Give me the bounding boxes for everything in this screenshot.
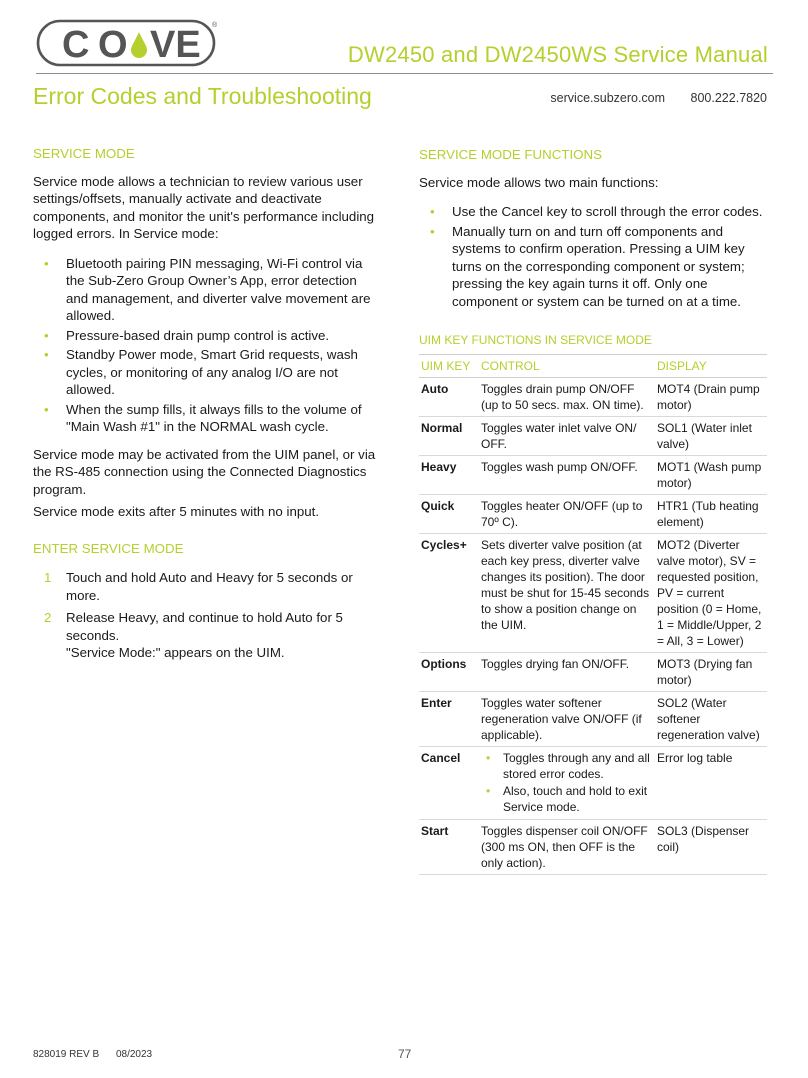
- step-item: [33, 609, 378, 662]
- table-row: [419, 455, 767, 494]
- control-cell: [479, 746, 655, 819]
- cove-logo: [36, 19, 220, 67]
- manual-title: DW2450 and DW2450WS Service Manual: [347, 42, 768, 67]
- control-cell: Toggles water softener regeneration valve ON/OFF (if applicable).: [479, 691, 655, 746]
- list-item: • Manually turn on and turn off components and systems to confirm operation. Pressing a UIM key turns on the corresponding component or system; pressing the key again turns it off. Only one component or system can be turned on at a time.: [419, 223, 767, 311]
- section-title: Error Codes and Troubleshooting: [33, 83, 372, 109]
- service-mode-activation: Service mode may be activated from the UIM panel, or via the RS-485 connection using the Connected Diagnostics program.: [33, 446, 376, 497]
- column-header: CONTROL: [479, 354, 655, 377]
- page-number: 77: [398, 1047, 412, 1061]
- uim-key: Options: [419, 652, 479, 691]
- control-cell: Toggles dispenser coil ON/OFF (300 ms ON, then OFF is the only action).: [479, 819, 655, 874]
- uim-key: Start: [419, 819, 479, 874]
- step-text: Touch and hold Auto and Heavy for 5 seconds or more.: [66, 570, 353, 603]
- service-mode-functions-heading: SERVICE MODE FUNCTIONS: [419, 147, 602, 162]
- table-row: [419, 652, 767, 691]
- logo-wordmark-c: C: [62, 24, 94, 66]
- uim-table-heading: UIM KEY FUNCTIONS IN SERVICE MODE: [419, 333, 652, 347]
- service-mode-heading: SERVICE MODE: [33, 146, 135, 161]
- table-row: [419, 377, 767, 416]
- control-cell: Toggles water inlet valve ON/ OFF.: [479, 416, 655, 455]
- footer-doc-info: [33, 1049, 152, 1060]
- droplet-icon: [131, 32, 147, 58]
- column-header: UIM KEY: [419, 354, 479, 377]
- list-item: • Standby Power mode, Smart Grid requests, wash cycles, or monitoring of any analog I/O are not allowed.: [33, 346, 378, 399]
- uim-key: Normal: [419, 416, 479, 455]
- uim-key: Enter: [419, 691, 479, 746]
- control-cell: Toggles drying fan ON/OFF.: [479, 652, 655, 691]
- display-cell: MOT4 (Drain pump motor): [655, 377, 767, 416]
- enter-service-mode-steps: [33, 569, 378, 662]
- uim-key: Cycles+: [419, 533, 479, 652]
- doc-number: 828019 REV B: [33, 1049, 100, 1060]
- step-text: Release Heavy, and continue to hold Auto for 5 seconds.: [66, 610, 343, 643]
- doc-date: 08/2023: [115, 1049, 153, 1060]
- step-item: [33, 569, 378, 604]
- right-column: [419, 146, 767, 875]
- display-cell: MOT1 (Wash pump motor): [655, 455, 767, 494]
- logo-wordmark-ve: VE: [150, 24, 201, 66]
- column-header: DISPLAY: [655, 354, 767, 377]
- service-mode-exit: Service mode exits after 5 minutes with no input.: [33, 504, 320, 519]
- contact-info: [550, 91, 767, 105]
- table-row: [419, 819, 767, 874]
- functions-bullets: [419, 203, 767, 310]
- display-cell: SOL2 (Water softener regeneration valve): [655, 691, 767, 746]
- list-item: • Bluetooth pairing PIN messaging, Wi-Fi control via the Sub-Zero Group Owner’s App, error detection and management, and diverter valve movement are allowed.: [33, 255, 378, 325]
- control-cell: Toggles wash pump ON/OFF.: [479, 455, 655, 494]
- uim-key: Cancel: [419, 746, 479, 819]
- left-column: [33, 145, 378, 667]
- list-item: • Use the Cancel key to scroll through the error codes.: [419, 203, 767, 221]
- uim-key: Quick: [419, 494, 479, 533]
- table-row: [419, 691, 767, 746]
- display-cell: SOL1 (Water inlet valve): [655, 416, 767, 455]
- table-row: [419, 416, 767, 455]
- control-cell: Toggles drain pump ON/OFF (up to 50 secs. max. ON time).: [479, 377, 655, 416]
- step-number: 1: [44, 570, 52, 585]
- table-row: [419, 746, 767, 819]
- list-item: • Toggles through any and all stored error codes.: [481, 750, 653, 782]
- display-cell: MOT3 (Drying fan motor): [655, 652, 767, 691]
- enter-service-mode-heading: ENTER SERVICE MODE: [33, 540, 184, 556]
- display-cell: SOL3 (Dispenser coil): [655, 819, 767, 874]
- header-rule: [36, 73, 773, 74]
- list-item: • When the sump fills, it always fills to the volume of "Main Wash #1" in the NORMAL wash cycle.: [33, 401, 378, 436]
- list-item: • Also, touch and hold to exit Service mode.: [481, 783, 653, 815]
- uim-key: Auto: [419, 377, 479, 416]
- display-cell: HTR1 (Tub heating element): [655, 494, 767, 533]
- uim-key-table: [419, 354, 767, 875]
- website-link[interactable]: service.subzero.com: [550, 91, 666, 105]
- step-number: 2: [44, 610, 52, 625]
- functions-intro: Service mode allows two main functions:: [419, 174, 659, 190]
- logo-wordmark-o: O: [98, 24, 128, 66]
- display-cell: MOT2 (Diverter valve motor), SV = requested position, PV = current position (0 = Home, 1 = Middle/Upper, 2 = All, 3 = Lower): [655, 533, 767, 652]
- table-header-row: [419, 354, 767, 377]
- step-note: "Service Mode:" appears on the UIM.: [66, 645, 285, 660]
- table-row: [419, 494, 767, 533]
- uim-key: Heavy: [419, 455, 479, 494]
- control-bullets: [481, 750, 653, 815]
- list-item: • Pressure-based drain pump control is active.: [33, 327, 378, 345]
- service-mode-intro: Service mode allows a technician to review various user settings/offsets, manually activate and deactivate components, and monitor the unit's performance including logged errors. In Service mode:: [33, 173, 375, 241]
- service-mode-bullets: [33, 255, 378, 436]
- table-row: [419, 533, 767, 652]
- registered-mark: ®: [212, 22, 218, 29]
- control-cell: Sets diverter valve position (at each key press, diverter valve changes its position). The door must be shut for 15-45 seconds to show a position change on the UIM.: [479, 533, 655, 652]
- phone-number: 800.222.7820: [690, 91, 767, 105]
- display-cell: Error log table: [655, 746, 767, 819]
- control-cell: Toggles heater ON/OFF (up to 70º C).: [479, 494, 655, 533]
